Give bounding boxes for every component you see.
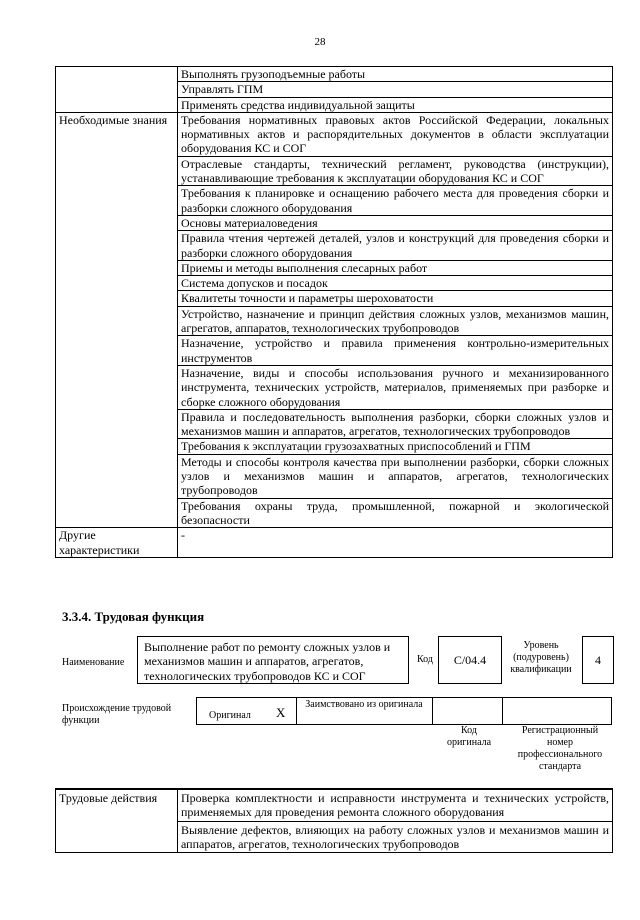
level-box xyxy=(582,636,614,684)
requirement-item: Основы материаловедения xyxy=(178,215,613,230)
row-label: Необходимые знания xyxy=(56,112,178,527)
origin-code-label: Код оригинала xyxy=(446,725,492,748)
labor-action-item: Выявление дефектов, влияющих на работу сложных узлов и механизмов машин и аппаратов, агрегатов, технологических трубопроводов xyxy=(178,821,613,853)
page-number: 28 xyxy=(314,36,326,48)
requirement-item: Система допусков и посадок xyxy=(178,276,613,291)
labor-action-item: Проверка комплектности и исправности инструмента и технических устройств, применяемых для проведения ремонта сложного оборудования xyxy=(178,790,613,822)
level-label: Уровень (подуровень) квалификации xyxy=(510,640,572,675)
row-label: Другие характеристики xyxy=(56,528,178,558)
original-mark: X xyxy=(276,705,286,720)
requirement-item: - xyxy=(178,528,613,558)
section-title: 3.3.4. Трудовая функция xyxy=(62,609,205,624)
borrowed-label: Заимствовано из оригинала xyxy=(305,699,423,710)
function-name: Выполнение работ по ремонту сложных узлов и механизмов машин и аппаратов, агрегатов, технологических трубопроводов КС и СОГ xyxy=(144,640,391,683)
requirement-item: Требования охраны труда, промышленной, пожарной и экологической безопасности xyxy=(178,498,613,528)
code-value: С/04.4 xyxy=(453,652,487,667)
function-name-box xyxy=(137,636,409,684)
table-row xyxy=(56,528,613,558)
table-row xyxy=(56,67,613,82)
requirement-item: Требования к планировке и оснащению рабочего места для проведения сборки и разборки сложного оборудования xyxy=(178,186,613,216)
origin-label: Происхождение трудовой функции xyxy=(62,703,172,726)
requirement-item: Требования нормативных правовых актов Российской Федерации, локальных нормативных актов и распорядительных документов в области эксплуатации оборудования КС и СОГ xyxy=(178,112,613,156)
labor-actions-table xyxy=(55,789,613,853)
row-label xyxy=(56,67,178,113)
name-label: Наименование xyxy=(62,657,125,668)
requirement-item: Назначение, устройство и правила применения контрольно-измерительных инструментов xyxy=(178,336,613,366)
table-row xyxy=(56,790,613,822)
requirement-item: Квалитеты точности и параметры шероховатости xyxy=(178,291,613,306)
requirement-item: Правила чтения чертежей деталей, узлов и конструкций для проведения сборки и разборки сложного оборудования xyxy=(178,231,613,261)
reg-number-label: Регистрационный номер профессионального стандарта xyxy=(517,725,603,772)
table-row xyxy=(56,112,613,156)
requirement-item: Устройство, назначение и принцип действия сложных узлов, механизмов машин, агрегатов, аппаратов, технологических трубопроводов xyxy=(178,306,613,336)
requirement-item: Применять средства индивидуальной защиты xyxy=(178,97,613,112)
requirement-item: Методы и способы контроля качества при выполнении разборки, сборки сложных узлов и механизмов машин и аппаратов, агрегатов, технологических трубопроводов xyxy=(178,454,613,498)
requirement-item: Управлять ГПМ xyxy=(178,82,613,97)
requirement-item: Требования к эксплуатации грузозахватных приспособлений и ГПМ xyxy=(178,439,613,454)
original-label: Оригинал xyxy=(209,710,251,721)
code-label: Код xyxy=(417,654,433,665)
requirement-item: Правила и последовательность выполнения разборки, сборки сложных узлов и механизмов машин и аппаратов, агрегатов, технологических трубопроводов xyxy=(178,409,613,439)
actions-label: Трудовые действия xyxy=(56,790,178,853)
requirement-item: Выполнять грузоподъемные работы xyxy=(178,67,613,82)
requirement-item: Отраслевые стандарты, технический регламент, руководства (инструкции), устанавливающие требования к эксплуатации оборудования КС и СОГ xyxy=(178,156,613,186)
requirements-table xyxy=(55,66,613,558)
code-box xyxy=(438,636,502,684)
requirement-item: Приемы и методы выполнения слесарных работ xyxy=(178,260,613,275)
requirement-item: Назначение, виды и способы использования ручного и механизированного инструмента, технических устройств, материалов, применяемых при разборке и сборке сложного оборудования xyxy=(178,365,613,409)
level-value: 4 xyxy=(595,652,601,667)
